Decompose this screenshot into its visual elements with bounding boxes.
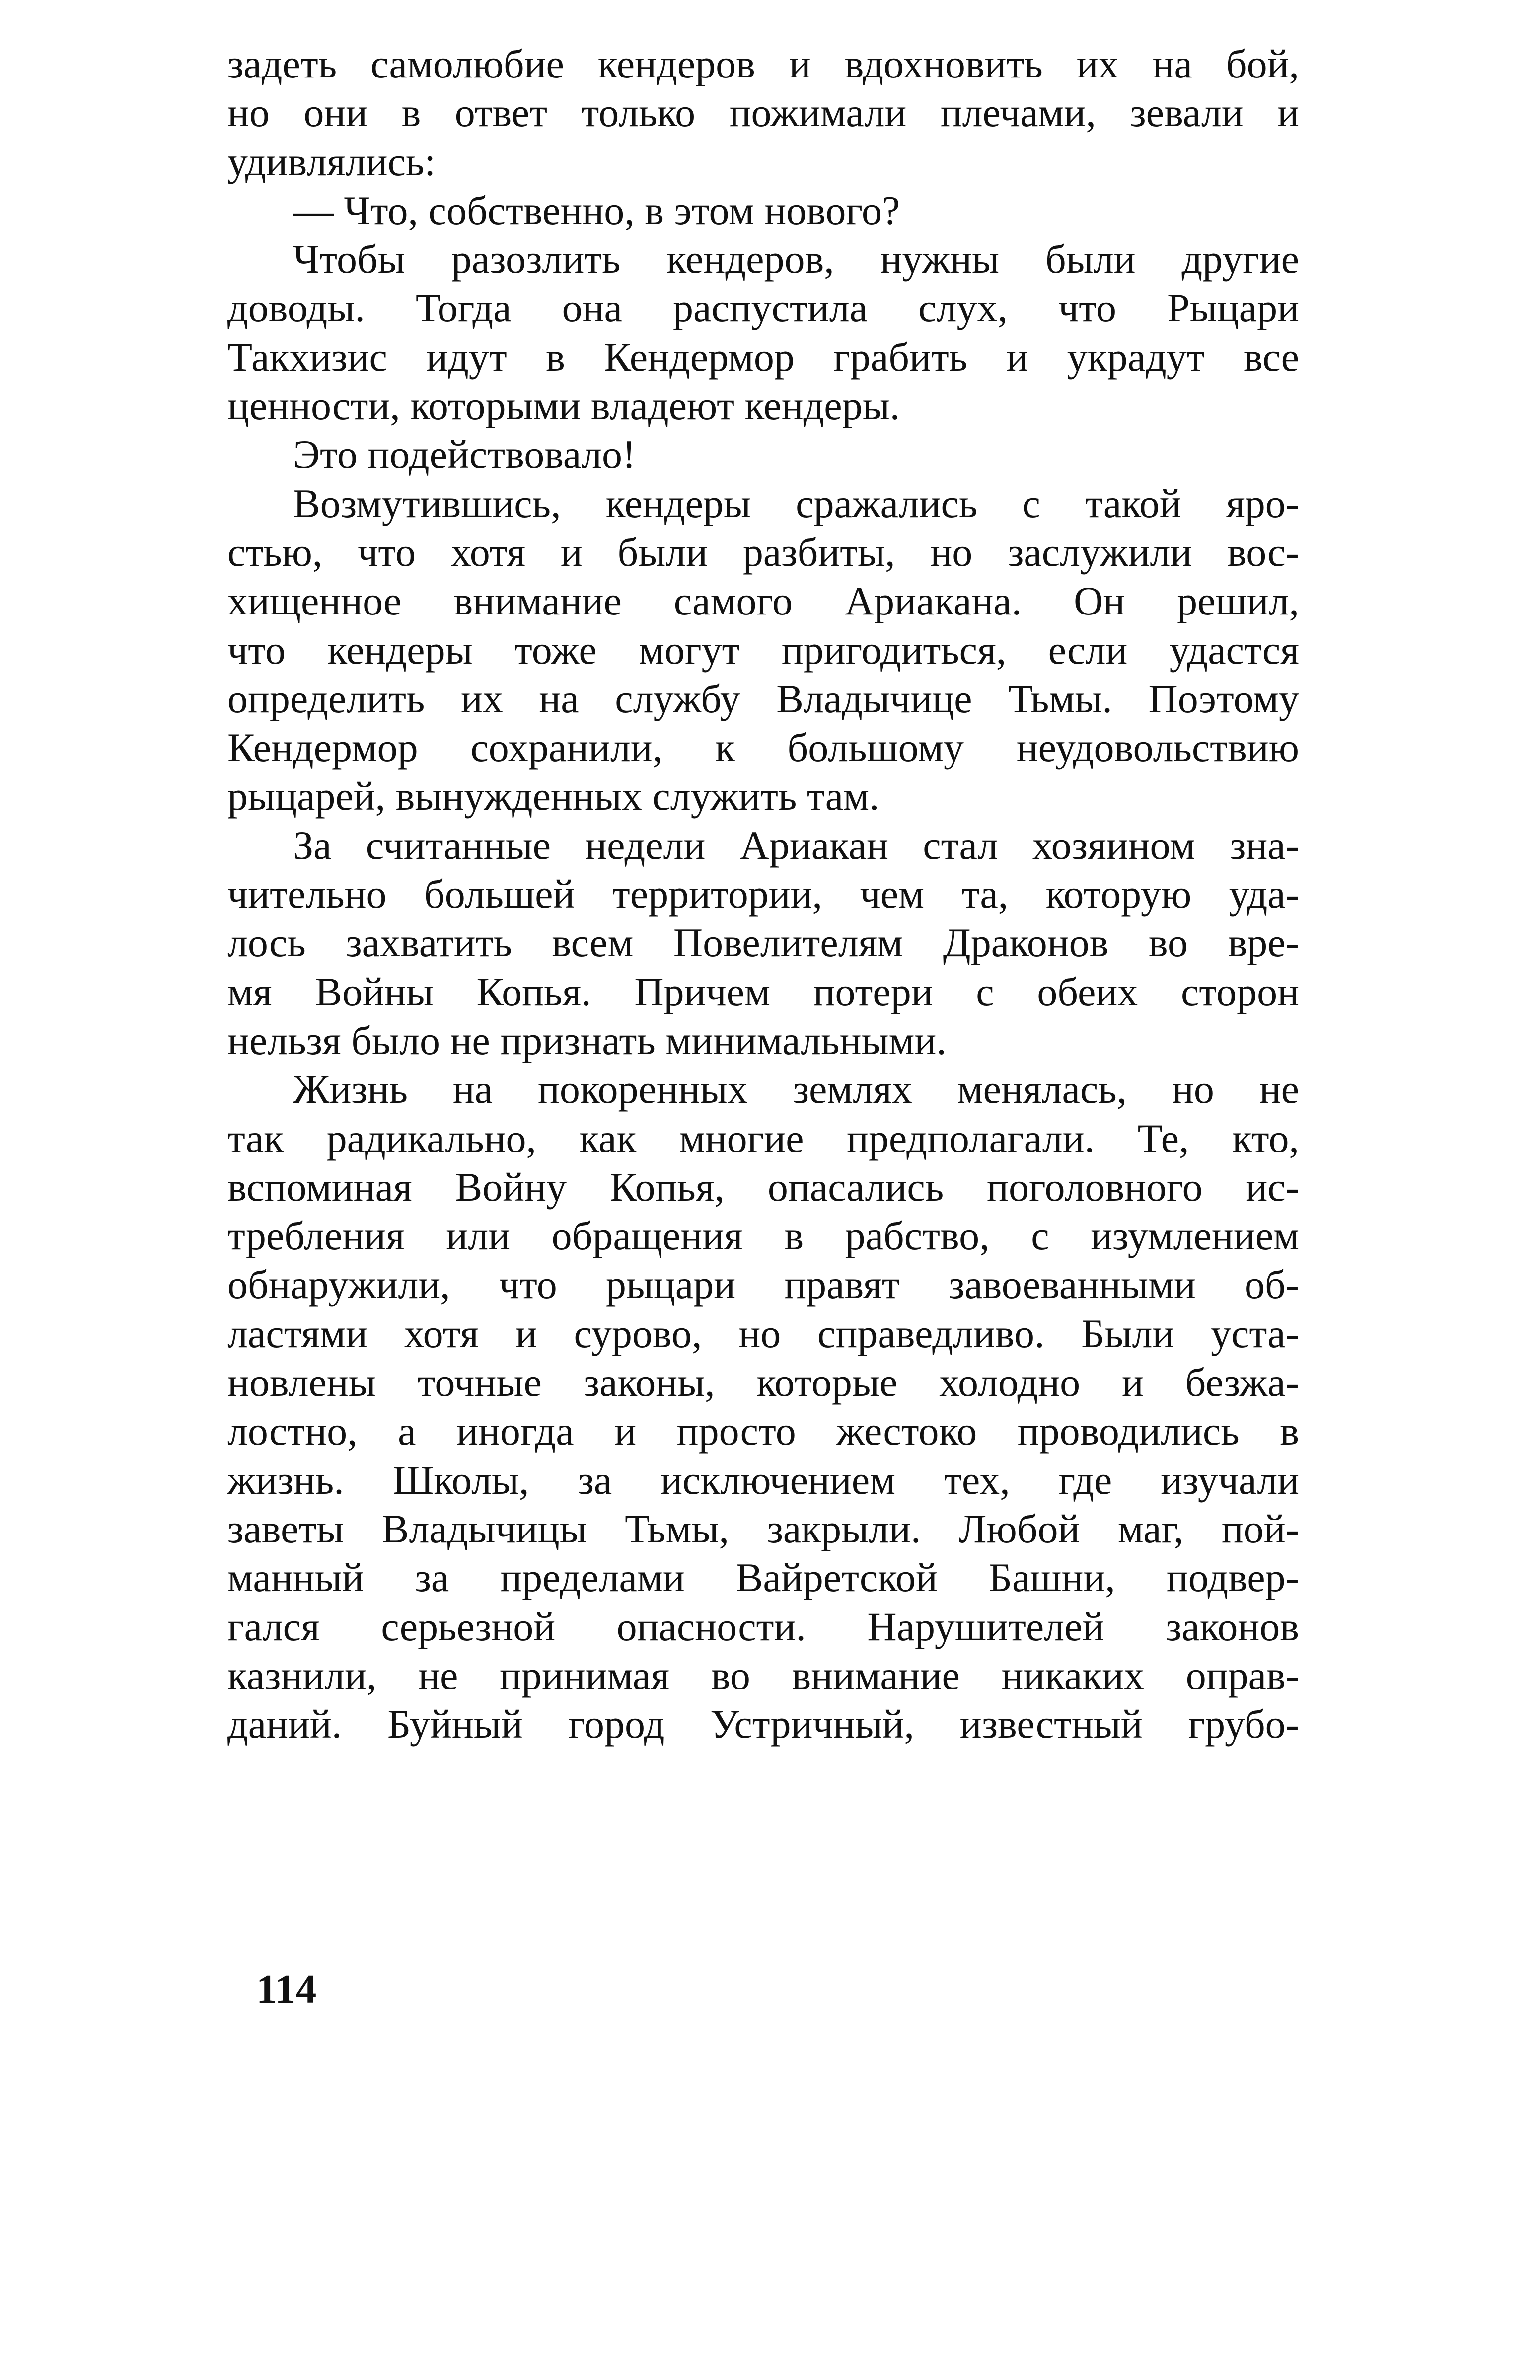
text-line: новлены точные законы, которые холодно и безжа- <box>227 1360 1299 1405</box>
text-line: рыцарей, вынужденных служить там. <box>227 773 880 819</box>
text-line: чительно большей территории, чем та, которую уда- <box>227 871 1299 917</box>
text-line: Чтобы разозлить кендеров, нужны были другие <box>293 236 1299 282</box>
text-line: вспоминая Войну Копья, опасались поголовного ис- <box>227 1164 1299 1210</box>
text-line: мя Войны Копья. Причем потери с обеих сторон <box>227 969 1299 1014</box>
text-line: Это подействовало! <box>293 432 636 477</box>
text-line: ценности, которыми владеют кендеры. <box>227 383 900 429</box>
text-line: хищенное внимание самого Ариакана. Он решил, <box>227 578 1299 624</box>
text-line: гался серьезной опасности. Нарушителей законов <box>227 1604 1299 1649</box>
text-line: ластями хотя и сурово, но справедливо. Были уста- <box>227 1310 1299 1356</box>
text-line: доводы. Тогда она распустила слух, что Рыцари <box>227 285 1299 331</box>
text-line: заветы Владычицы Тьмы, закрыли. Любой маг, пой- <box>227 1506 1299 1551</box>
text-line: жизнь. Школы, за исключением тех, где изучали <box>227 1457 1299 1503</box>
text-line: Жизнь на покоренных землях менялась, но не <box>293 1067 1299 1112</box>
text-line: нельзя было не признать минимальными. <box>227 1017 947 1063</box>
page-number: 114 <box>256 1966 317 2012</box>
text-line: Возмутившись, кендеры сражались с такой яро- <box>293 480 1299 526</box>
text-line: манный за пределами Вайретской Башни, подвер- <box>227 1555 1299 1601</box>
text-line: лось захватить всем Повелителям Драконов во вре- <box>227 920 1299 966</box>
text-line: Кендермор сохранили, к большому неудовольствию <box>227 725 1299 770</box>
text-line: стью, что хотя и были разбиты, но заслужили вос- <box>227 529 1299 575</box>
text-line: Такхизис идут в Кендермор грабить и украдут все <box>227 334 1299 380</box>
body-text <box>227 40 1299 1749</box>
text-line: так радикально, как многие предполагали. Те, кто, <box>227 1115 1299 1161</box>
text-line: требления или обращения в рабство, с изумлением <box>227 1213 1299 1259</box>
text-line: определить их на службу Владычице Тьмы. Поэтому <box>227 676 1299 721</box>
text-line: казнили, не принимая во внимание никаких оправ- <box>227 1652 1299 1698</box>
text-line: что кендеры тоже могут пригодиться, если удастся <box>227 627 1299 673</box>
text-line: За считанные недели Ариакан стал хозяином зна- <box>293 822 1299 868</box>
dialogue-line: — Что, собственно, в этом нового? <box>293 187 900 233</box>
text-line: но они в ответ только пожимали плечами, зевали и <box>227 90 1299 136</box>
text-line: лостно, а иногда и просто жестоко проводились в <box>227 1408 1299 1454</box>
text-line: задеть самолюбие кендеров и вдохновить их на бой, <box>227 41 1299 86</box>
text-line: даний. Буйный город Устричный, известный грубо- <box>227 1701 1299 1747</box>
text-line: обнаружили, что рыцари правят завоеванными об- <box>227 1262 1299 1307</box>
text-line: удивлялись: <box>227 139 436 184</box>
